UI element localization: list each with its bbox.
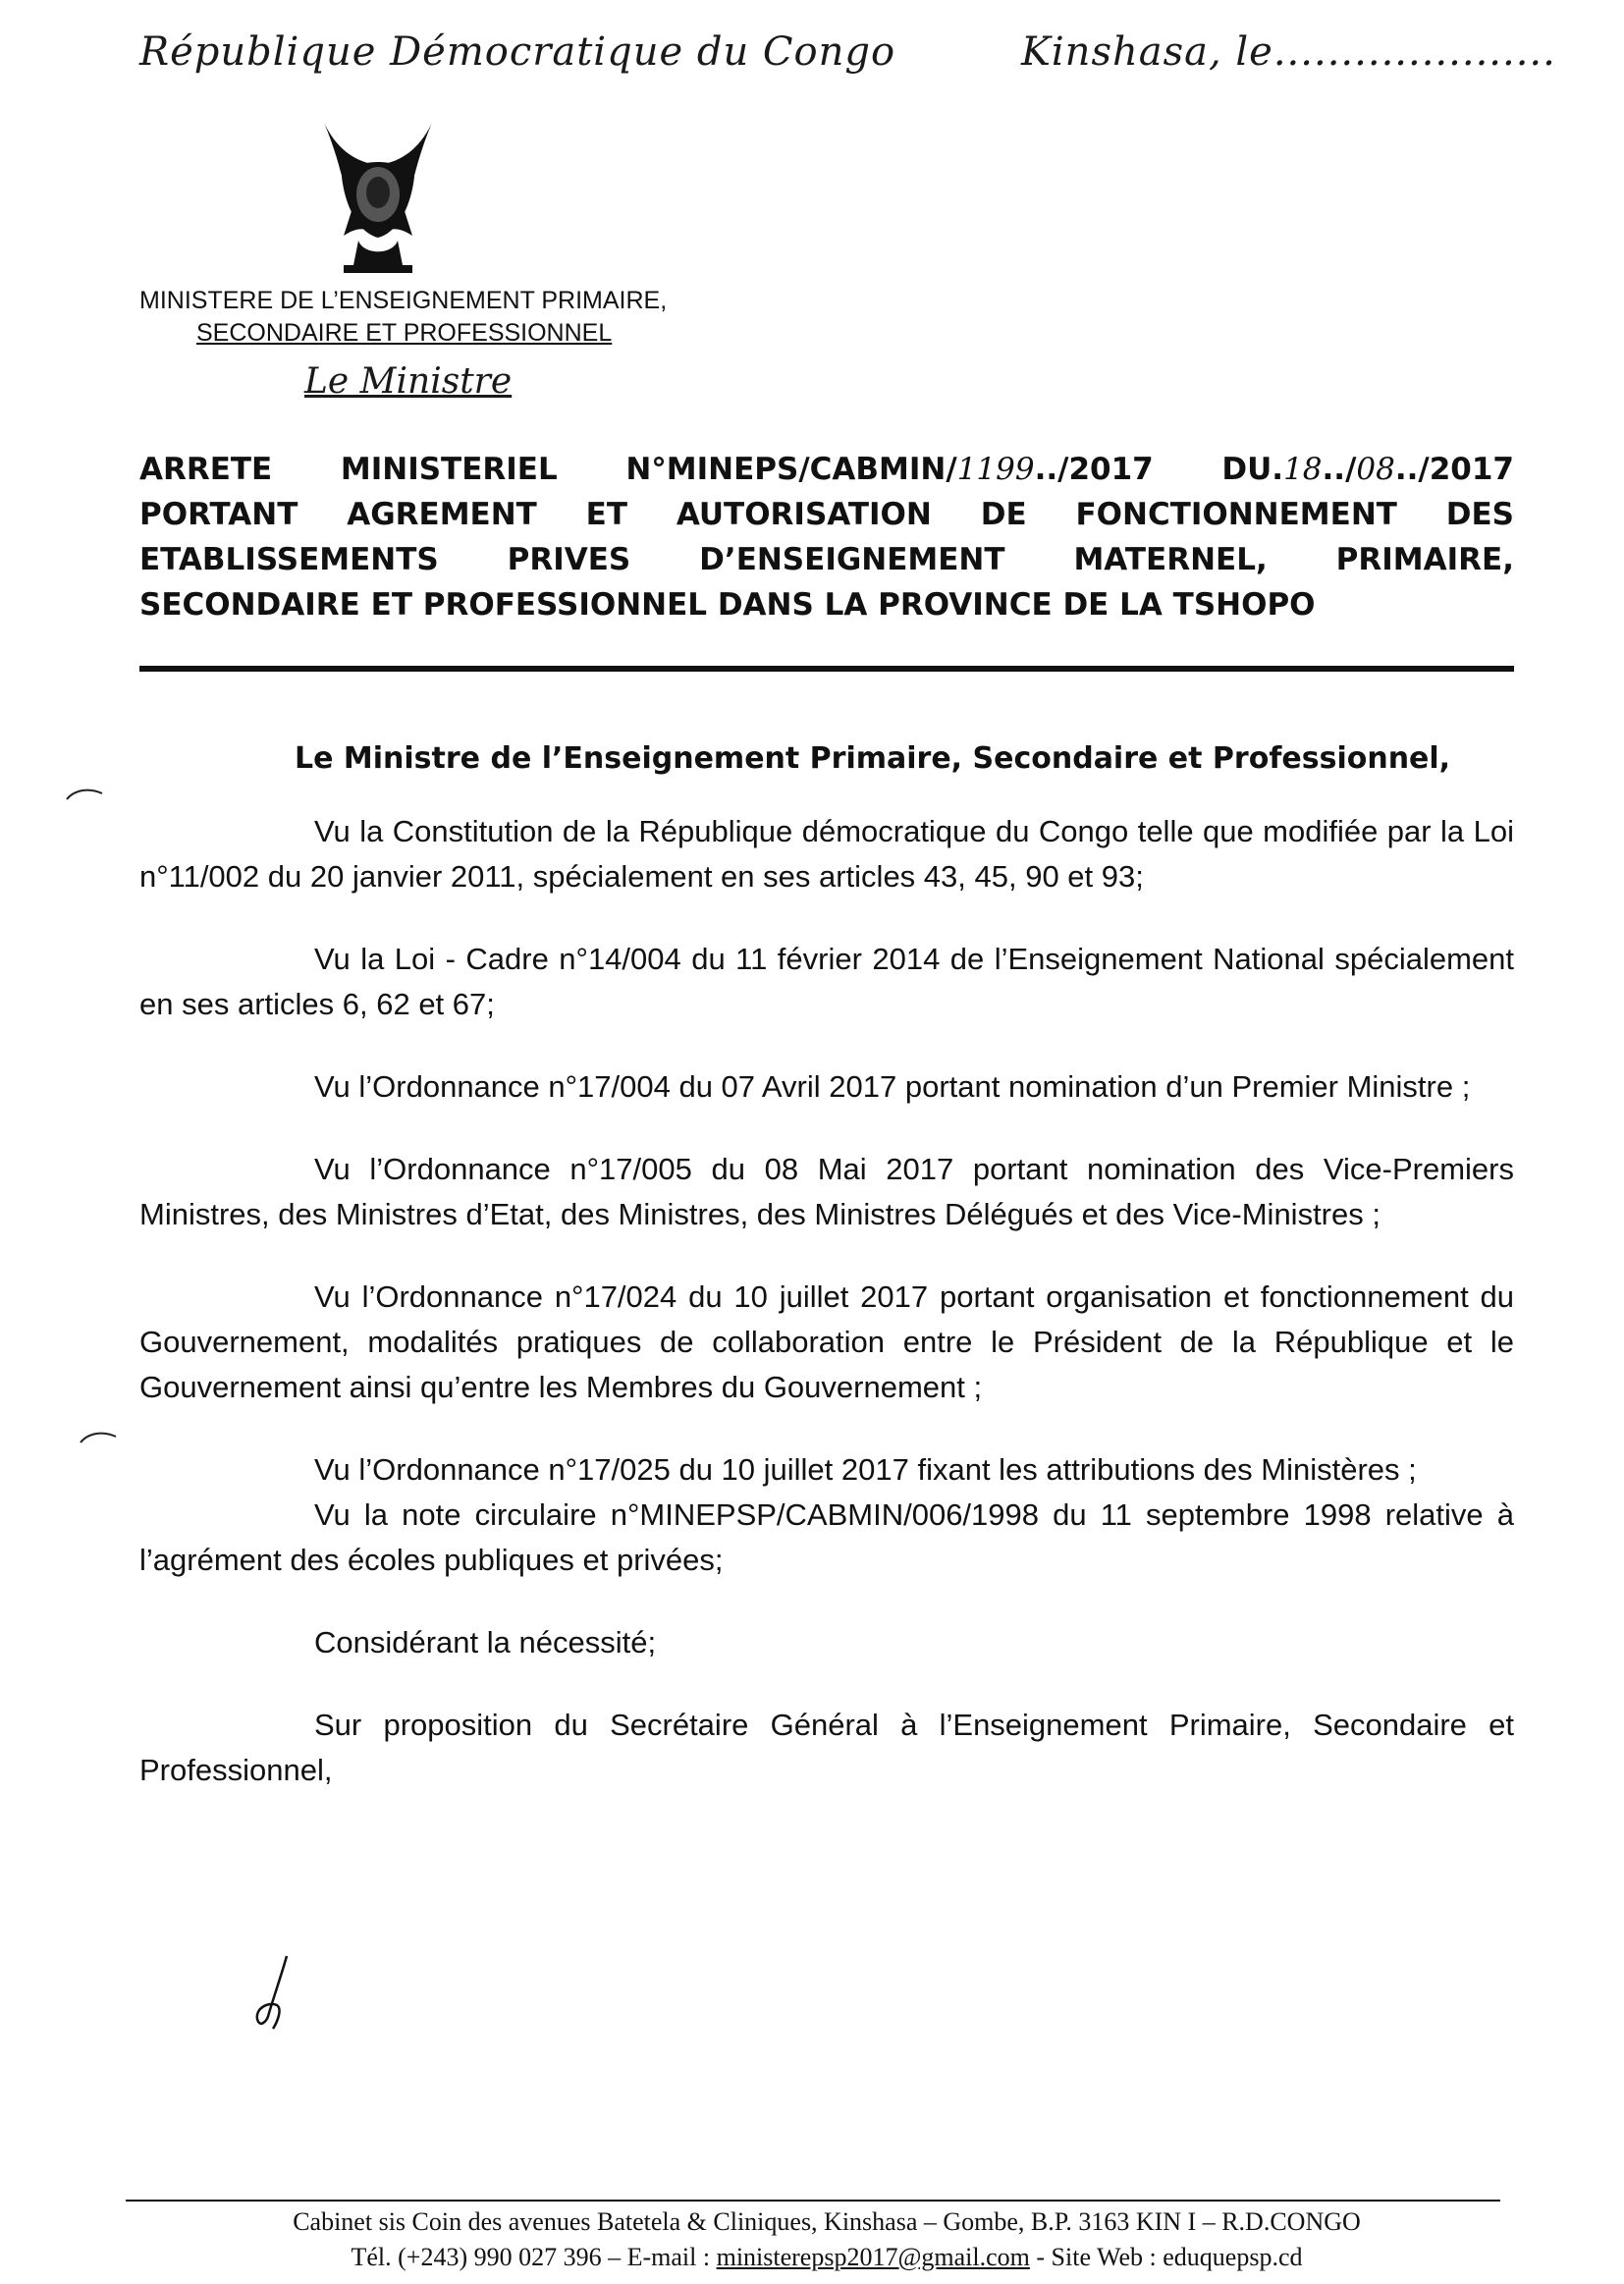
decree-title-line-2: PORTANT AGREMENT ET AUTORISATION DE FONCTIONNEMENT DES — [139, 497, 1514, 532]
decree-body — [139, 736, 1514, 1793]
recital-ordonnance-17-004: Vu l’Ordonnance n°17/004 du 07 Avril 2017 portant nomination d’un Premier Ministre ; — [314, 1069, 1471, 1104]
decree-month-handwritten: 08 — [1356, 452, 1395, 487]
place-date: Kinshasa, le..................... — [1021, 29, 1556, 75]
decree-number-handwritten: 1199 — [956, 452, 1035, 487]
recital-considerant: Considérant la nécessité; — [314, 1625, 657, 1659]
decree-title-line-1: ARRETE MINISTERIEL N°MINEPS/CABMIN/1199../2017 DU.18../08../2017 — [139, 452, 1514, 487]
ministry-line-1: MINISTERE DE L’ENSEIGNEMENT PRIMAIRE, — [139, 287, 668, 314]
recital-ordonnance-17-005: Vu l’Ordonnance n°17/005 du 08 Mai 2017 portant nomination des Vice-Premiers Ministres, des Ministres d’Etat, des Ministres, des Ministres Délégués et des Vice-Ministres ; — [139, 1152, 1514, 1231]
title-separator-rule — [139, 666, 1514, 672]
footer-line-2: Tél. (+243) 990 027 396 – E-mail : ministerepsp2017@gmail.com - Site Web : eduquepsp.cd — [351, 2243, 1303, 2271]
recital-constitution: Vu la Constitution de la République démocratique du Congo telle que modifiée par la Loi n°11/002 du 20 janvier 2011, spécialement en ses articles 43, 45, 90 et 93; — [139, 814, 1514, 894]
recital-ordonnance-17-024: Vu l’Ordonnance n°17/024 du 10 juillet 2017 portant organisation et fonctionnement du Gouvernement, modalités pratiques de collaboration entre le Président de la République et le Gouvernement ainsi qu’entre les Membres du Gouvernement ; — [139, 1279, 1514, 1404]
footer-line-1: Cabinet sis Coin des avenues Batetela & Cliniques, Kinshasa – Gombe, B.P. 3163 KIN I – R.D.CONGO — [293, 2207, 1361, 2236]
recital-ordonnance-17-025: Vu l’Ordonnance n°17/025 du 10 juillet 2017 fixant les attributions des Ministères ; — [314, 1452, 1417, 1487]
footer-rule — [126, 2200, 1500, 2202]
recital-note-circulaire: Vu la note circulaire n°MINEPSP/CABMIN/006/1998 du 11 septembre 1998 relative à l’agrément des écoles publiques et privées; — [139, 1497, 1514, 1577]
ministry-line-2: SECONDAIRE ET PROFESSIONNEL — [196, 319, 613, 347]
country-heading: République Démocratique du Congo — [139, 29, 896, 75]
body-heading: Le Ministre de l’Enseignement Primaire, Secondaire et Professionnel, — [295, 741, 1451, 776]
footer-address — [139, 2204, 1514, 2275]
coat-of-arms-emblem — [304, 118, 452, 285]
recital-loi-cadre: Vu la Loi - Cadre n°14/004 du 11 février 2014 de l’Enseignement National spécialement en ses articles 6, 62 et 67; — [139, 942, 1514, 1021]
decree-title-line-4: SECONDAIRE ET PROFESSIONNEL DANS LA PROVINCE DE LA TSHOPO — [139, 587, 1316, 623]
signatory-title: Le Ministre — [304, 361, 513, 402]
recital-proposition: Sur proposition du Secrétaire Général à l’Enseignement Primaire, Secondaire et Professionnel, — [139, 1708, 1514, 1787]
handwritten-initial-paraphe — [247, 1954, 306, 2033]
decree-title-line-3: ETABLISSEMENTS PRIVES D’ENSEIGNEMENT MATERNEL, PRIMAIRE, — [139, 542, 1514, 577]
decree-day-handwritten: 18 — [1283, 452, 1323, 487]
margin-mark — [65, 786, 104, 803]
footer-email: ministerepsp2017@gmail.com — [716, 2243, 1030, 2271]
ministry-name — [139, 285, 667, 350]
decree-title — [139, 447, 1514, 627]
margin-mark — [79, 1429, 118, 1446]
